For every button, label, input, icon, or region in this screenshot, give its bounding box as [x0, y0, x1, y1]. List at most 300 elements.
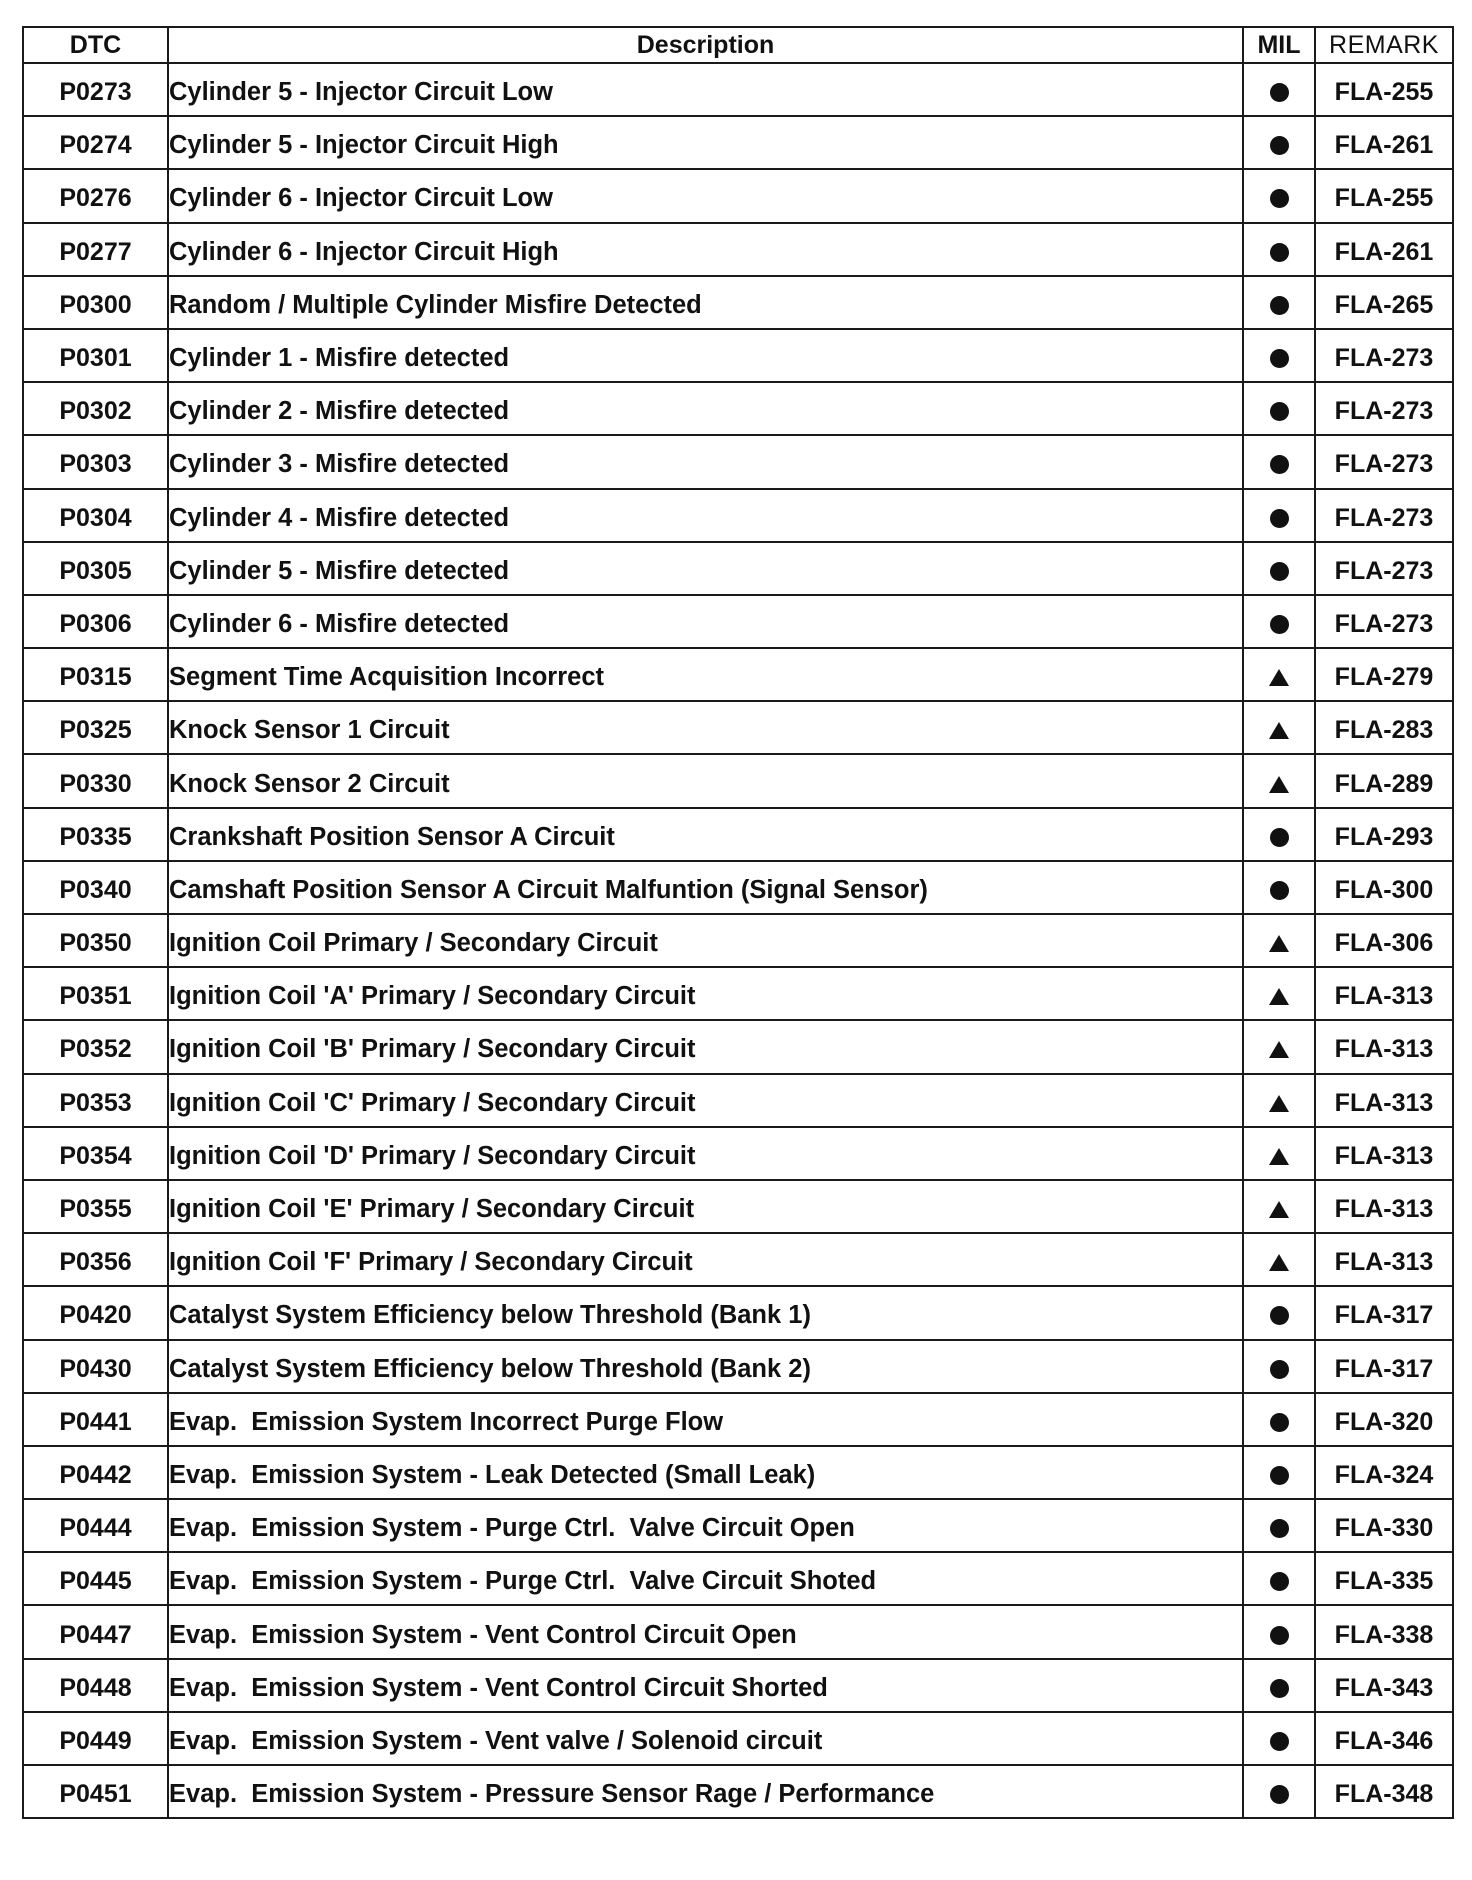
remark-link: FLA-261: [1334, 131, 1434, 160]
mil-cell: [1243, 489, 1315, 542]
description-text: Ignition Coil 'D' Primary / Secondary Circuit: [169, 1141, 696, 1170]
dtc-code-cell: [23, 276, 168, 329]
description-cell: [168, 1393, 1243, 1446]
remark-link: FLA-348: [1334, 1780, 1434, 1809]
mil-cell: [1243, 861, 1315, 914]
remark-cell: [1315, 329, 1453, 382]
dtc-code: P0302: [59, 397, 132, 426]
dtc-code: P0448: [59, 1673, 132, 1702]
remark-cell: [1315, 595, 1453, 648]
table-row: [23, 1340, 1453, 1393]
dtc-code: P0356: [59, 1248, 132, 1277]
description-cell: [168, 1286, 1243, 1339]
description-cell: [168, 1659, 1243, 1712]
remark-cell: [1315, 116, 1453, 169]
mil-cell: [1243, 329, 1315, 382]
mil-cell: [1243, 1393, 1315, 1446]
description-text: Segment Time Acquisition Incorrect: [169, 663, 605, 692]
dtc-code-cell: [23, 648, 168, 701]
mil-cell: [1243, 542, 1315, 595]
mil-cell: [1243, 1127, 1315, 1180]
mil-cell: [1243, 1020, 1315, 1073]
description-text: Random / Multiple Cylinder Misfire Detected: [169, 290, 702, 319]
remark-cell: [1315, 701, 1453, 754]
header-remark: REMARK: [1315, 27, 1453, 63]
remark-cell: [1315, 1499, 1453, 1552]
mil-cell: [1243, 648, 1315, 701]
mil-cell: [1243, 701, 1315, 754]
dtc-code-cell: [23, 914, 168, 967]
triangle-icon: [1269, 1201, 1289, 1218]
dtc-code-cell: [23, 1233, 168, 1286]
description-cell: [168, 489, 1243, 542]
table-row: [23, 435, 1453, 488]
remark-link: FLA-261: [1334, 237, 1434, 266]
remark-cell: [1315, 1180, 1453, 1233]
description-cell: [168, 223, 1243, 276]
description-text: Catalyst System Efficiency below Threshold (Bank 2): [169, 1354, 811, 1383]
description-text: Evap. Emission System - Vent valve / Solenoid circuit: [169, 1726, 823, 1755]
remark-link: FLA-273: [1334, 503, 1434, 532]
remark-cell: [1315, 808, 1453, 861]
dtc-code-cell: [23, 1605, 168, 1658]
description-cell: [168, 808, 1243, 861]
dtc-code: P0274: [59, 131, 132, 160]
remark-cell: [1315, 1233, 1453, 1286]
description-text: Catalyst System Efficiency below Threshold (Bank 1): [169, 1301, 811, 1330]
table-header: [23, 27, 1453, 63]
dtc-code-cell: [23, 967, 168, 1020]
remark-link: FLA-313: [1334, 1141, 1434, 1170]
remark-cell: [1315, 967, 1453, 1020]
table-row: [23, 967, 1453, 1020]
dot-icon: [1270, 189, 1289, 208]
remark-link: FLA-313: [1334, 1248, 1434, 1277]
description-text: Ignition Coil 'F' Primary / Secondary Circuit: [169, 1248, 693, 1277]
dot-icon: [1270, 1519, 1289, 1538]
mil-cell: [1243, 1712, 1315, 1765]
dtc-code: P0273: [59, 78, 132, 107]
triangle-icon: [1269, 1148, 1289, 1165]
header-row: [23, 27, 1453, 63]
description-cell: [168, 276, 1243, 329]
remark-link: FLA-300: [1334, 875, 1434, 904]
mil-cell: [1243, 1446, 1315, 1499]
dot-icon: [1270, 455, 1289, 474]
dtc-code-cell: [23, 1020, 168, 1073]
description-cell: [168, 1712, 1243, 1765]
dtc-code-cell: [23, 701, 168, 754]
mil-cell: [1243, 1180, 1315, 1233]
table-row: [23, 63, 1453, 116]
mil-cell: [1243, 1605, 1315, 1658]
description-text: Ignition Coil 'B' Primary / Secondary Circuit: [169, 1035, 696, 1064]
description-text: Evap. Emission System - Vent Control Circuit Shorted: [169, 1673, 828, 1702]
dtc-code-cell: [23, 489, 168, 542]
table-row: [23, 1659, 1453, 1712]
triangle-icon: [1269, 1041, 1289, 1058]
dtc-code: P0303: [59, 450, 132, 479]
remark-cell: [1315, 1605, 1453, 1658]
description-cell: [168, 648, 1243, 701]
remark-link: FLA-255: [1334, 78, 1434, 107]
table-row: [23, 1180, 1453, 1233]
table-row: [23, 1233, 1453, 1286]
dtc-code: P0445: [59, 1567, 132, 1596]
remark-cell: [1315, 754, 1453, 807]
mil-cell: [1243, 754, 1315, 807]
dtc-code-cell: [23, 861, 168, 914]
description-cell: [168, 435, 1243, 488]
table-row: [23, 223, 1453, 276]
dtc-code-cell: [23, 1446, 168, 1499]
mil-cell: [1243, 1765, 1315, 1818]
triangle-icon: [1269, 722, 1289, 739]
dtc-code: P0277: [59, 237, 132, 266]
remark-link: FLA-346: [1334, 1726, 1434, 1755]
dtc-code-cell: [23, 63, 168, 116]
dot-icon: [1270, 1306, 1289, 1325]
remark-link: FLA-313: [1334, 982, 1434, 1011]
remark-link: FLA-320: [1334, 1407, 1434, 1436]
remark-link: FLA-317: [1334, 1301, 1434, 1330]
dtc-code: P0430: [59, 1354, 132, 1383]
remark-cell: [1315, 861, 1453, 914]
description-text: Ignition Coil Primary / Secondary Circuit: [169, 929, 658, 958]
dot-icon: [1270, 828, 1289, 847]
description-text: Evap. Emission System - Pressure Sensor Rage / Performance: [169, 1780, 935, 1809]
table-row: [23, 1127, 1453, 1180]
dtc-code: P0451: [59, 1780, 132, 1809]
remark-cell: [1315, 1074, 1453, 1127]
dtc-code: P0300: [59, 290, 132, 319]
description-text: Camshaft Position Sensor A Circuit Malfuntion (Signal Sensor): [169, 875, 928, 904]
description-text: Cylinder 5 - Misfire detected: [169, 556, 510, 585]
description-text: Cylinder 5 - Injector Circuit Low: [169, 78, 553, 107]
table-row: [23, 595, 1453, 648]
description-text: Cylinder 2 - Misfire detected: [169, 397, 510, 426]
description-cell: [168, 1233, 1243, 1286]
triangle-icon: [1269, 1095, 1289, 1112]
description-text: Cylinder 5 - Injector Circuit High: [169, 131, 559, 160]
dtc-code: P0306: [59, 609, 132, 638]
dtc-code: P0449: [59, 1726, 132, 1755]
dtc-code-cell: [23, 223, 168, 276]
remark-cell: [1315, 1765, 1453, 1818]
table-row: [23, 542, 1453, 595]
table-row: [23, 116, 1453, 169]
description-cell: [168, 1605, 1243, 1658]
remark-cell: [1315, 542, 1453, 595]
dtc-code-cell: [23, 1180, 168, 1233]
dtc-code-cell: [23, 1286, 168, 1339]
dot-icon: [1270, 615, 1289, 634]
table-row: [23, 329, 1453, 382]
dot-icon: [1270, 296, 1289, 315]
remark-link: FLA-317: [1334, 1354, 1434, 1383]
mil-cell: [1243, 1499, 1315, 1552]
description-cell: [168, 1446, 1243, 1499]
dtc-code-cell: [23, 1340, 168, 1393]
remark-cell: [1315, 1127, 1453, 1180]
header-dtc: DTC: [23, 27, 168, 63]
dot-icon: [1270, 243, 1289, 262]
triangle-icon: [1269, 669, 1289, 686]
remark-cell: [1315, 1020, 1453, 1073]
remark-cell: [1315, 1340, 1453, 1393]
dot-icon: [1270, 402, 1289, 421]
remark-link: FLA-273: [1334, 450, 1434, 479]
remark-link: FLA-324: [1334, 1460, 1434, 1489]
remark-link: FLA-313: [1334, 1195, 1434, 1224]
dtc-code: P0340: [59, 875, 132, 904]
description-cell: [168, 1074, 1243, 1127]
dtc-code-cell: [23, 1074, 168, 1127]
table-row: [23, 276, 1453, 329]
table-row: [23, 1605, 1453, 1658]
mil-cell: [1243, 223, 1315, 276]
mil-cell: [1243, 967, 1315, 1020]
description-text: Ignition Coil 'E' Primary / Secondary Circuit: [169, 1195, 695, 1224]
mil-cell: [1243, 63, 1315, 116]
dtc-code: P0420: [59, 1301, 132, 1330]
dtc-code: P0335: [59, 822, 132, 851]
dtc-code: P0350: [59, 929, 132, 958]
remark-cell: [1315, 63, 1453, 116]
mil-cell: [1243, 808, 1315, 861]
dtc-code: P0441: [59, 1407, 132, 1436]
dtc-code: P0315: [59, 663, 132, 692]
description-cell: [168, 1552, 1243, 1605]
dtc-code: P0444: [59, 1514, 132, 1543]
description-text: Cylinder 3 - Misfire detected: [169, 450, 510, 479]
dtc-code-cell: [23, 116, 168, 169]
description-cell: [168, 914, 1243, 967]
dtc-code-cell: [23, 435, 168, 488]
header-description: Description: [168, 27, 1243, 63]
description-cell: [168, 1127, 1243, 1180]
dtc-code-cell: [23, 329, 168, 382]
dot-icon: [1270, 136, 1289, 155]
remark-cell: [1315, 1712, 1453, 1765]
description-cell: [168, 329, 1243, 382]
description-cell: [168, 542, 1243, 595]
dtc-code: P0353: [59, 1088, 132, 1117]
description-cell: [168, 1180, 1243, 1233]
description-text: Cylinder 6 - Misfire detected: [169, 609, 510, 638]
dtc-code: P0355: [59, 1195, 132, 1224]
dtc-code-cell: [23, 1659, 168, 1712]
dtc-code: P0305: [59, 556, 132, 585]
dot-icon: [1270, 562, 1289, 581]
table-row: [23, 382, 1453, 435]
table-row: [23, 1499, 1453, 1552]
remark-link: FLA-273: [1334, 609, 1434, 638]
description-text: Cylinder 1 - Misfire detected: [169, 344, 510, 373]
table-row: [23, 648, 1453, 701]
remark-link: FLA-335: [1334, 1567, 1434, 1596]
description-text: Cylinder 4 - Misfire detected: [169, 503, 510, 532]
description-text: Knock Sensor 1 Circuit: [169, 716, 450, 745]
description-text: Ignition Coil 'A' Primary / Secondary Circuit: [169, 982, 696, 1011]
remark-cell: [1315, 169, 1453, 222]
dtc-code-cell: [23, 595, 168, 648]
table-row: [23, 1020, 1453, 1073]
dot-icon: [1270, 1466, 1289, 1485]
description-cell: [168, 169, 1243, 222]
remark-link: FLA-313: [1334, 1035, 1434, 1064]
remark-cell: [1315, 1552, 1453, 1605]
dot-icon: [1270, 1360, 1289, 1379]
remark-link: FLA-265: [1334, 290, 1434, 319]
triangle-icon: [1269, 935, 1289, 952]
description-cell: [168, 701, 1243, 754]
dtc-code-cell: [23, 1552, 168, 1605]
mil-cell: [1243, 1340, 1315, 1393]
dtc-code: P0276: [59, 184, 132, 213]
remark-link: FLA-313: [1334, 1088, 1434, 1117]
header-mil: MIL: [1243, 27, 1315, 63]
mil-cell: [1243, 116, 1315, 169]
description-text: Cylinder 6 - Injector Circuit Low: [169, 184, 553, 213]
description-text: Cylinder 6 - Injector Circuit High: [169, 237, 559, 266]
dtc-code-cell: [23, 1712, 168, 1765]
dtc-table: [22, 26, 1454, 1819]
description-text: Evap. Emission System - Purge Ctrl. Valve Circuit Open: [169, 1514, 855, 1543]
remark-link: FLA-273: [1334, 397, 1434, 426]
table-row: [23, 169, 1453, 222]
dot-icon: [1270, 1785, 1289, 1804]
description-cell: [168, 595, 1243, 648]
remark-link: FLA-293: [1334, 822, 1434, 851]
table-row: [23, 754, 1453, 807]
dtc-code-cell: [23, 1499, 168, 1552]
dtc-code-cell: [23, 808, 168, 861]
remark-link: FLA-273: [1334, 344, 1434, 373]
dot-icon: [1270, 1732, 1289, 1751]
mil-cell: [1243, 276, 1315, 329]
remark-cell: [1315, 382, 1453, 435]
description-cell: [168, 1499, 1243, 1552]
dtc-code: P0447: [59, 1620, 132, 1649]
dtc-code-cell: [23, 1765, 168, 1818]
remark-cell: [1315, 1446, 1453, 1499]
description-cell: [168, 1765, 1243, 1818]
description-cell: [168, 754, 1243, 807]
table-row: [23, 1393, 1453, 1446]
mil-cell: [1243, 1286, 1315, 1339]
remark-link: FLA-343: [1334, 1673, 1434, 1702]
remark-link: FLA-283: [1334, 716, 1434, 745]
mil-cell: [1243, 435, 1315, 488]
table-row: [23, 808, 1453, 861]
dot-icon: [1270, 509, 1289, 528]
mil-cell: [1243, 1552, 1315, 1605]
description-text: Evap. Emission System - Leak Detected (Small Leak): [169, 1460, 816, 1489]
dtc-code: P0301: [59, 344, 132, 373]
description-cell: [168, 861, 1243, 914]
remark-cell: [1315, 489, 1453, 542]
description-text: Crankshaft Position Sensor A Circuit: [169, 822, 615, 851]
mil-cell: [1243, 914, 1315, 967]
mil-cell: [1243, 382, 1315, 435]
triangle-icon: [1269, 988, 1289, 1005]
table-row: [23, 914, 1453, 967]
dot-icon: [1270, 349, 1289, 368]
dtc-code: P0325: [59, 716, 132, 745]
dtc-code: P0354: [59, 1141, 132, 1170]
remark-cell: [1315, 914, 1453, 967]
table-row: [23, 1074, 1453, 1127]
dtc-code-cell: [23, 542, 168, 595]
dtc-code: P0351: [59, 982, 132, 1011]
table-row: [23, 1712, 1453, 1765]
dtc-code-cell: [23, 754, 168, 807]
description-text: Evap. Emission System - Purge Ctrl. Valve Circuit Shoted: [169, 1567, 877, 1596]
remark-cell: [1315, 648, 1453, 701]
description-cell: [168, 1020, 1243, 1073]
dtc-code-cell: [23, 1393, 168, 1446]
table-row: [23, 861, 1453, 914]
description-text: Evap. Emission System - Vent Control Circuit Open: [169, 1620, 797, 1649]
table-row: [23, 701, 1453, 754]
description-cell: [168, 967, 1243, 1020]
remark-link: FLA-273: [1334, 556, 1434, 585]
dtc-code: P0442: [59, 1460, 132, 1489]
description-cell: [168, 116, 1243, 169]
remark-cell: [1315, 1286, 1453, 1339]
mil-cell: [1243, 1074, 1315, 1127]
remark-cell: [1315, 276, 1453, 329]
remark-link: FLA-279: [1334, 663, 1434, 692]
dtc-code: P0352: [59, 1035, 132, 1064]
dtc-code: P0330: [59, 769, 132, 798]
description-text: Knock Sensor 2 Circuit: [169, 769, 450, 798]
dot-icon: [1270, 1679, 1289, 1698]
dot-icon: [1270, 1626, 1289, 1645]
mil-cell: [1243, 1659, 1315, 1712]
remark-cell: [1315, 1659, 1453, 1712]
table-row: [23, 1552, 1453, 1605]
remark-cell: [1315, 223, 1453, 276]
mil-cell: [1243, 1233, 1315, 1286]
dot-icon: [1270, 1413, 1289, 1432]
description-text: Ignition Coil 'C' Primary / Secondary Circuit: [169, 1088, 696, 1117]
remark-link: FLA-306: [1334, 929, 1434, 958]
dot-icon: [1270, 881, 1289, 900]
remark-link: FLA-289: [1334, 769, 1434, 798]
dtc-code-cell: [23, 382, 168, 435]
dtc-code-cell: [23, 1127, 168, 1180]
description-text: Evap. Emission System Incorrect Purge Flow: [169, 1407, 724, 1436]
table-row: [23, 1286, 1453, 1339]
dot-icon: [1270, 1572, 1289, 1591]
mil-cell: [1243, 595, 1315, 648]
mil-cell: [1243, 169, 1315, 222]
table-row: [23, 489, 1453, 542]
table-body: [23, 63, 1453, 1818]
triangle-icon: [1269, 776, 1289, 793]
remark-link: FLA-330: [1334, 1514, 1434, 1543]
description-cell: [168, 63, 1243, 116]
remark-cell: [1315, 435, 1453, 488]
triangle-icon: [1269, 1254, 1289, 1271]
dtc-code-cell: [23, 169, 168, 222]
remark-link: FLA-338: [1334, 1620, 1434, 1649]
table-row: [23, 1765, 1453, 1818]
remark-cell: [1315, 1393, 1453, 1446]
description-cell: [168, 382, 1243, 435]
